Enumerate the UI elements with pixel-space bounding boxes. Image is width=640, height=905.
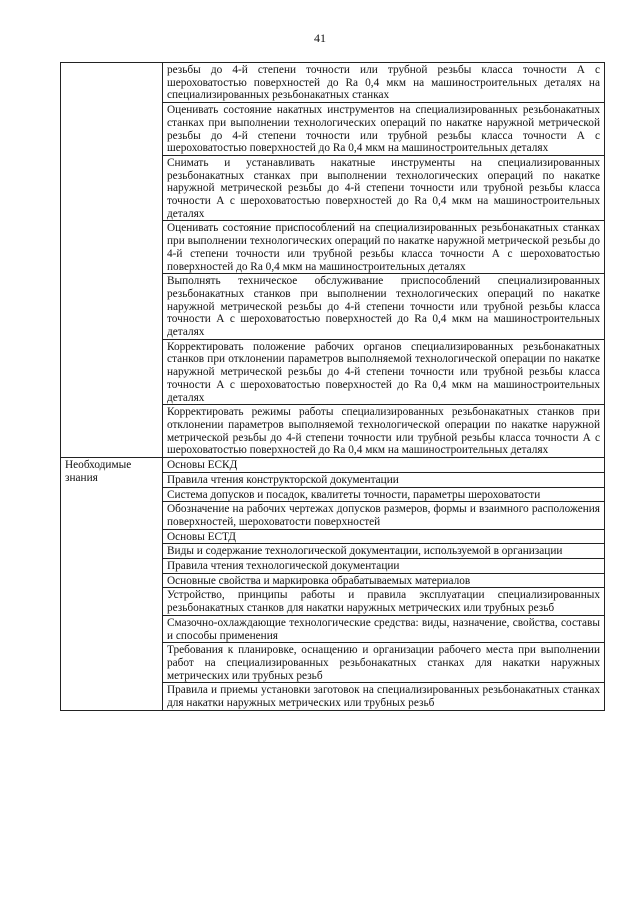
knowledge-item: Правила и приемы установки заготовок на специализированных резьбонакатных станках для накатки наружных метрических или трубных резьб xyxy=(163,683,605,710)
skill-item: Корректировать положение рабочих органов специализированных резьбонакатных станков при отклонении параметров выполняемой технологической операции по накатке наружной метрической резьбы до 4-й степени точности или трубной резьбы класса точности А с шероховатостью поверхностей до Ra 0,4 мкм на машиностроительных деталях xyxy=(163,339,605,405)
knowledge-item: Смазочно-охлаждающие технологические средства: виды, назначение, свойства, составы и способы применения xyxy=(163,615,605,642)
knowledge-item: Правила чтения конструкторской документации xyxy=(163,472,605,487)
skill-item: Оценивать состояние накатных инструментов на специализированных резьбонакатных станках при выполнении технологических операций по накатке наружной метрической резьбы до 4-й степени точности или трубной резьбы класса точности А с шероховатостью поверхностей до Ra 0,4 мкм на машиностроительных деталях xyxy=(163,103,605,156)
skill-item: Выполнять техническое обслуживание приспособлений специализированных резьбонакатных станков при выполнении технологических операций по накатке наружной метрической резьбы до 4-й степени точности или трубной резьбы класса точности А с шероховатостью поверхностей до Ra 0,4 мкм на машиностроительных деталях xyxy=(163,274,605,340)
table-row xyxy=(61,63,605,103)
knowledge-item: Система допусков и посадок, квалитеты точности, параметры шероховатости xyxy=(163,487,605,502)
knowledge-item: Виды и содержание технологической документации, используемой в организации xyxy=(163,544,605,559)
knowledge-item: Основные свойства и маркировка обрабатываемых материалов xyxy=(163,573,605,588)
skill-item: Корректировать режимы работы специализированных резьбонакатных станков при отклонении параметров выполняемой технологической операции по накатке наружной метрической резьбы до 4-й степени точности или трубной резьбы класса точности А с шероховатостью поверхностей до Ra 0,4 мкм на машиностроительных деталях xyxy=(163,405,605,458)
skill-item: резьбы до 4-й степени точности или трубной резьбы класса точности А с шероховатостью поверхностей до Ra 0,4 мкм на машиностроительных деталях на специализированных резьбонакатных станках xyxy=(163,63,605,103)
knowledge-item: Правила чтения технологической документации xyxy=(163,559,605,574)
page-number: 41 xyxy=(314,31,326,45)
knowledge-item: Обозначение на рабочих чертежах допусков размеров, формы и взаимного расположения поверхностей, шероховатости поверхностей xyxy=(163,502,605,529)
knowledge-item: Основы ЕСКД xyxy=(163,458,605,473)
skills-label-cell xyxy=(61,63,163,458)
skill-item: Оценивать состояние приспособлений на специализированных резьбонакатных станках при выполнении технологических операций по накатке наружной метрической резьбы до 4-й степени точности или трубной резьбы класса точности А с шероховатостью поверхностей до Ra 0,4 мкм на машиностроительных деталях xyxy=(163,221,605,274)
competency-table xyxy=(60,62,605,711)
knowledge-item: Основы ЕСТД xyxy=(163,529,605,544)
knowledge-item: Устройство, принципы работы и правила эксплуатации специализированных резьбонакатных станков для накатки наружных метрических или трубных резьб xyxy=(163,588,605,615)
skill-item: Снимать и устанавливать накатные инструменты на специализированных резьбонакатных станках при выполнении технологических операций по накатке наружной метрической резьбы до 4-й степени точности или трубной резьбы класса точности А с шероховатостью поверхностей до Ra 0,4 мкм на машиностроительных деталях xyxy=(163,155,605,221)
knowledge-item: Требования к планировке, оснащению и организации рабочего места при выполнении работ на специализированных резьбонакатных станках для накатки наружных метрических или трубных резьб xyxy=(163,643,605,683)
table-row xyxy=(61,458,605,473)
knowledge-label-cell: Необходимые знания xyxy=(61,458,163,711)
